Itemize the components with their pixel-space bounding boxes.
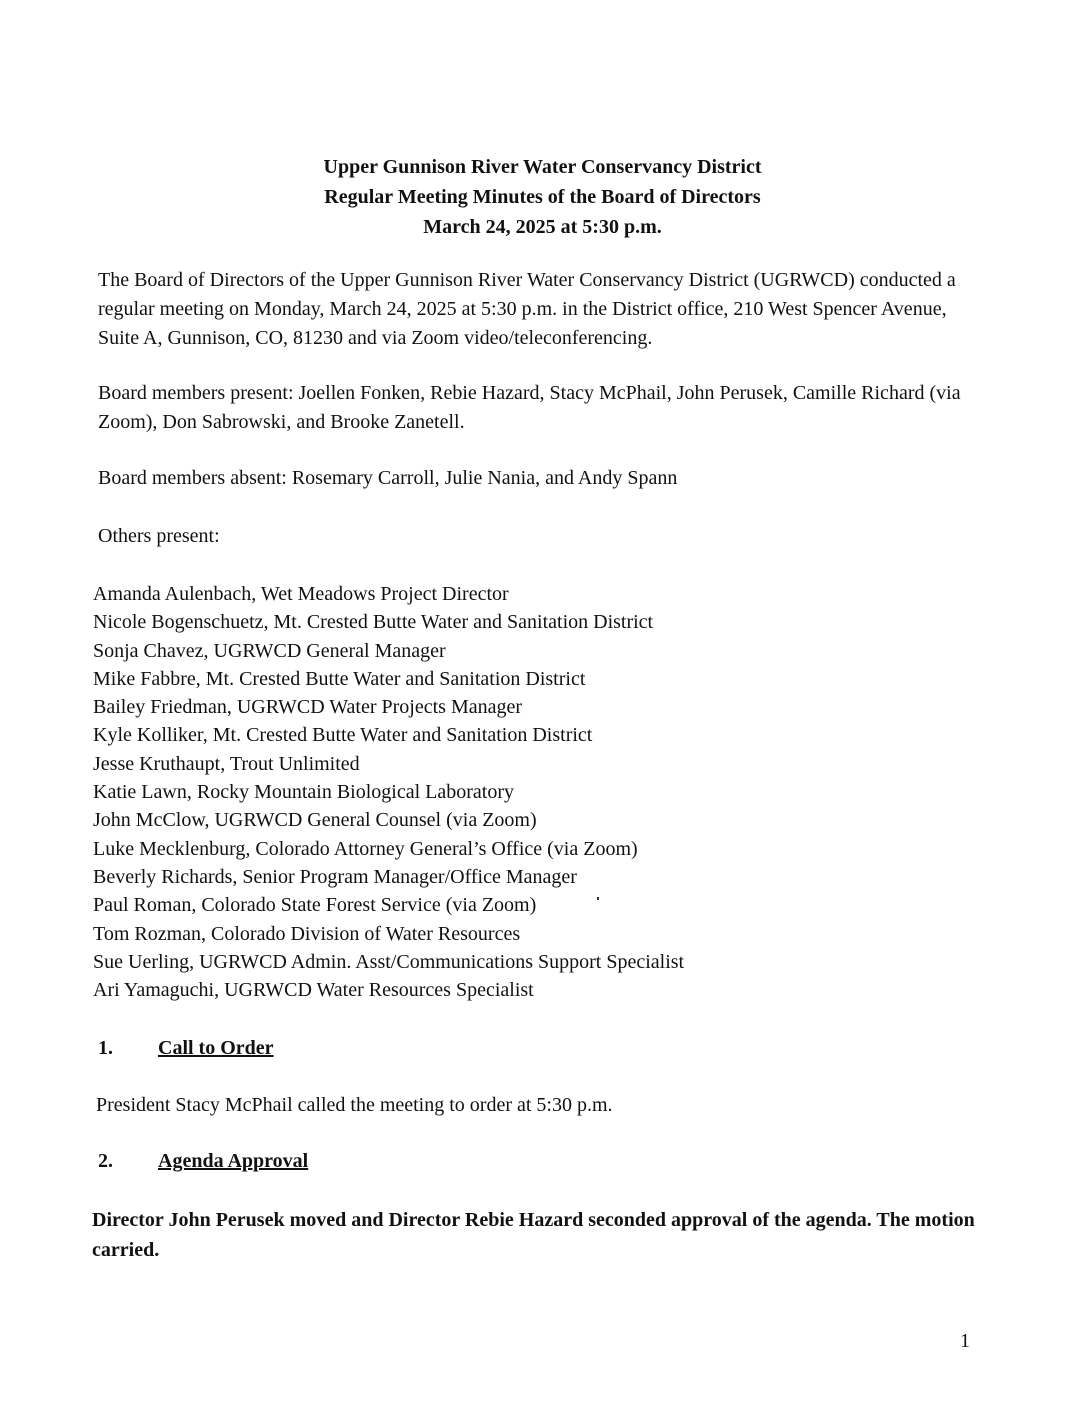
section-title: Agenda Approval [158,1150,309,1172]
board-absent-paragraph: Board members absent: Rosemary Carroll, Julie Nania, and Andy Spann [98,467,678,489]
list-item: Ari Yamaguchi, UGRWCD Water Resources Specialist [93,979,534,1002]
document-header [0,152,1085,242]
list-item: Sonja Chavez, UGRWCD General Manager [93,639,446,662]
header-meeting-title: Regular Meeting Minutes of the Board of Directors [324,186,761,208]
list-item: Kyle Kolliker, Mt. Crested Butte Water and Sanitation District [93,724,593,747]
list-item: Paul Roman, Colorado State Forest Service (via Zoom) [93,894,537,917]
list-item: John McClow, UGRWCD General Counsel (via Zoom) [93,809,537,832]
section-heading-call-to-order [98,1034,274,1062]
list-item: Jesse Kruthaupt, Trout Unlimited [93,752,360,775]
list-item: Mike Fabbre, Mt. Crested Butte Water and Sanitation District [93,667,586,690]
intro-paragraph: The Board of Directors of the Upper Gunnison River Water Conservancy District (UGRWCD) conducted a regular meeting on Monday, March 24, 2025 at 5:30 p.m. in the District office, 210 West Spencer Avenue, Suite A, Gunnison, CO, 81230 and via Zoom video/teleconferencing. [98,269,956,349]
list-item: Sue Uerling, UGRWCD Admin. Asst/Communications Support Specialist [93,950,685,973]
attendee-list [93,580,684,1004]
page-number: 1 [960,1330,970,1352]
agenda-motion-text: Director John Perusek moved and Director Rebie Hazard seconded approval of the agenda. The motion carried. [92,1209,975,1261]
section-heading-agenda-approval [98,1147,308,1175]
list-item: Katie Lawn, Rocky Mountain Biological Laboratory [93,781,515,804]
section-number: 1. [98,1037,113,1059]
list-item: Luke Mecklenburg, Colorado Attorney General’s Office (via Zoom) [93,837,638,860]
list-item: Amanda Aulenbach, Wet Meadows Project Director [93,583,509,605]
header-district-name: Upper Gunnison River Water Conservancy District [323,156,762,178]
header-meeting-date: March 24, 2025 at 5:30 p.m. [423,216,662,238]
board-present-paragraph: Board members present: Joellen Fonken, Rebie Hazard, Stacy McPhail, John Perusek, Camille Richard (via Zoom), Don Sabrowski, and Brooke Zanetell. [98,382,961,433]
list-item: Tom Rozman, Colorado Division of Water Resources [93,922,521,945]
list-item: Bailey Friedman, UGRWCD Water Projects Manager [93,696,523,719]
others-present-label: Others present: [98,525,220,547]
section-title: Call to Order [158,1037,274,1059]
list-item: Beverly Richards, Senior Program Manager/Office Manager [93,865,577,888]
section-number: 2. [98,1150,113,1172]
call-to-order-text: President Stacy McPhail called the meeting to order at 5:30 p.m. [96,1094,613,1116]
scan-speck [597,897,599,900]
list-item: Nicole Bogenschuetz, Mt. Crested Butte Water and Sanitation District [93,611,654,634]
